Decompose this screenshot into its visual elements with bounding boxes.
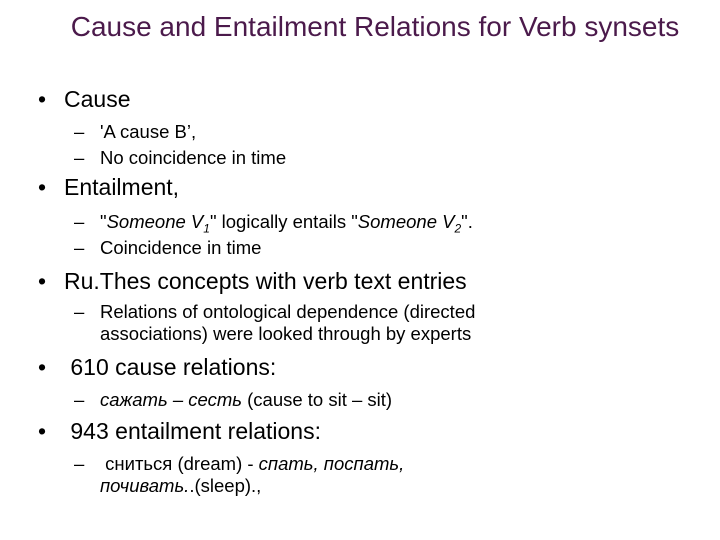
dash-marker: –: [74, 121, 85, 142]
dash-marker: –: [74, 301, 85, 322]
bullet-cause: [38, 86, 130, 113]
quote-open: ": [100, 211, 107, 232]
subitem-sazhat-sest: [74, 389, 392, 411]
quote-close: ".: [461, 211, 473, 232]
bullet-610-text: 610 cause relations:: [64, 354, 277, 380]
dash-marker: –: [74, 147, 85, 168]
subitem-text: No coincidence in time: [100, 147, 287, 168]
english-sleep: .(sleep).,: [189, 475, 262, 496]
subscript-1: 1: [203, 221, 210, 236]
english-gloss: (cause to sit – sit): [241, 389, 393, 410]
bullet-marker: •: [38, 354, 47, 380]
dash-marker: –: [74, 237, 85, 258]
subitem-text: 'A cause B’,: [100, 121, 197, 142]
subitem-coincidence: [74, 237, 261, 259]
russian-verbs: сажать – сесть: [100, 389, 242, 410]
bullet-ruthes: [38, 268, 467, 295]
bullet-ruthes-text: Ru.Thes concepts with verb text entries: [64, 268, 467, 294]
subitem-someone-entails: [74, 211, 473, 236]
russian-snitsya: сниться: [100, 453, 173, 474]
bullet-entailment-text: Entailment,: [64, 174, 180, 200]
bullet-marker: •: [38, 174, 47, 200]
bullet-cause-text: Cause: [64, 86, 131, 112]
subitem-relations-dependence: [74, 301, 475, 345]
slide-title: Cause and Entailment Relations for Verb synsets: [70, 11, 680, 42]
logically-entails: " logically entails ": [209, 211, 358, 232]
bullet-entailment: [38, 174, 179, 201]
subitem-line-2: [74, 475, 404, 497]
bullet-943-entailment: [38, 418, 321, 445]
dash-marker: –: [74, 389, 85, 410]
subitem-a-cause-b: [74, 121, 196, 143]
bullet-marker: •: [38, 86, 47, 112]
someone-v1: Someone V: [106, 211, 204, 232]
subitem-line-1: Relations of ontological dependence (directed: [100, 301, 476, 322]
bullet-marker: •: [38, 418, 47, 444]
russian-pochivat: почивать.: [100, 475, 190, 496]
subscript-2: 2: [454, 221, 462, 236]
subitem-no-coincidence: [74, 147, 286, 169]
someone-v2: Someone V: [357, 211, 455, 232]
subitem-snitsya-spat: [74, 453, 404, 497]
dash-marker: –: [74, 453, 85, 474]
subitem-text: Coincidence in time: [100, 237, 262, 258]
bullet-943-text: 943 entailment relations:: [64, 418, 321, 444]
english-dream: (dream) -: [172, 453, 259, 474]
bullet-marker: •: [38, 268, 47, 294]
dash-marker: –: [74, 211, 85, 232]
subitem-line-2: associations) were looked through by experts: [100, 323, 472, 344]
russian-spat-pospat: спать, поспать,: [258, 453, 405, 474]
bullet-610-cause: [38, 354, 276, 381]
